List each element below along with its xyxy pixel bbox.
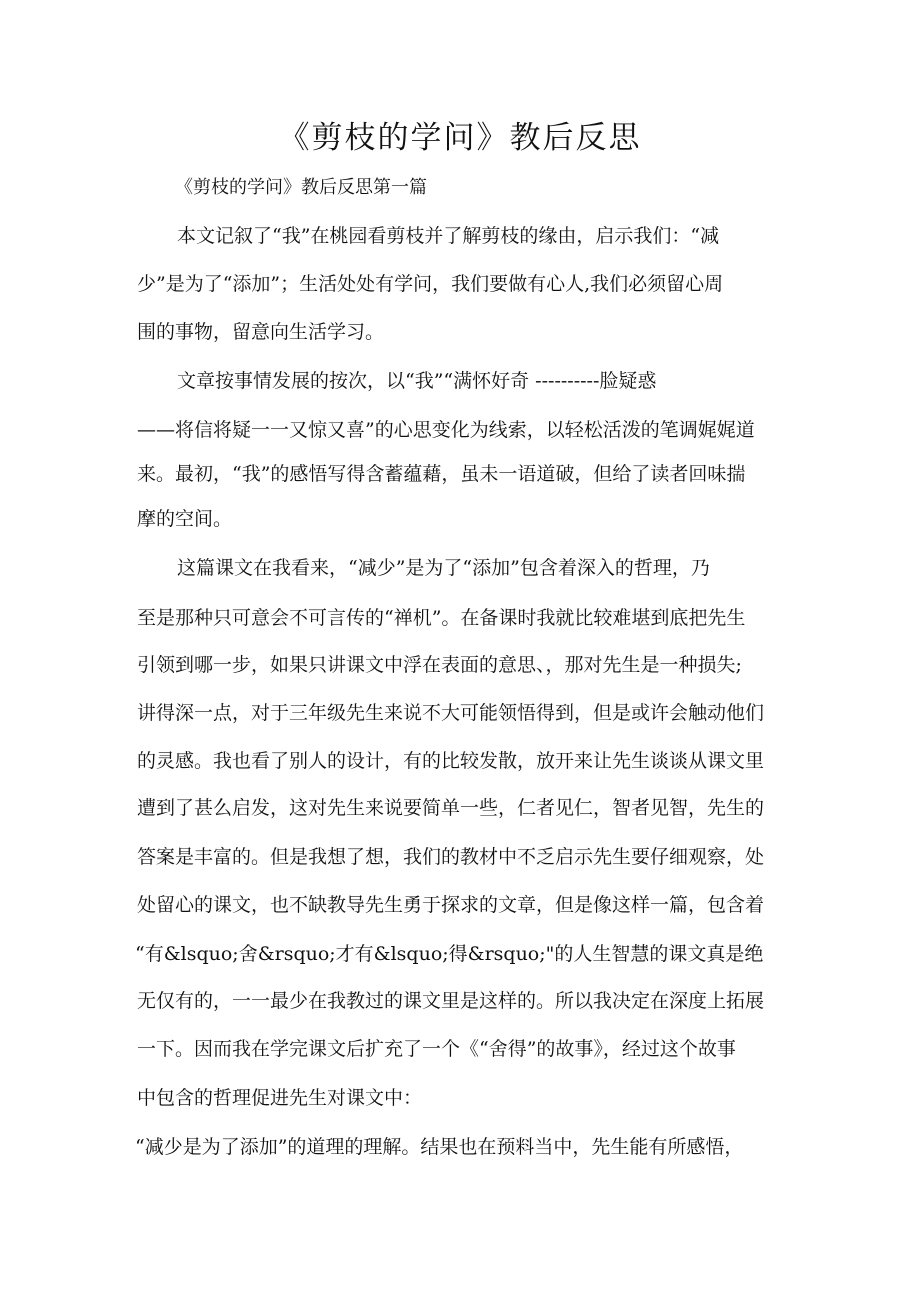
- paragraph-line: 本文记叙了“我”在桃园看剪枝并了解剪枝的缘由，启示我们：“减: [177, 225, 720, 247]
- paragraph-line: 讲得深一点，对于三年级先生来说不大可能领悟得到，但是或许会触动他们: [137, 702, 765, 724]
- paragraph-line: “有&lsquo;舍&rsquo;才有&lsquo;得&rsquo;"的人生智慧的课文真是绝: [135, 943, 764, 965]
- paragraph-line: 的灵感。我也看了别人的设计，有的比较发散，放开来让先生谈谈从课文里: [137, 750, 765, 772]
- paragraph-line: 摩的空间。: [137, 508, 233, 530]
- paragraph-line: 至是那种只可意会不可言传的“禅机”。在备课时我就比较难堪到底把先生: [137, 607, 746, 629]
- paragraph-line: 处留心的课文，也不缺教导先生勇于探求的文章，但是像这样一篇，包含着: [137, 894, 765, 916]
- paragraph-line: 中包含的哲理促进先生对课文中：: [137, 1087, 423, 1109]
- paragraph-line: ——将信将疑一一又惊又喜”的心思变化为线索，以轻松活泼的笔调娓娓道: [137, 419, 755, 441]
- paragraph-line: 引领到哪一步，如果只讲课文中浮在表面的意思、，那对先生是一种损失;: [137, 654, 742, 676]
- paragraph-line: 文章按事情发展的按次，以“我”“满怀好奇 ----------脸疑惑: [177, 370, 657, 392]
- paragraph-line: 一下。因而我在学完课文后扩充了一个《“舍得”的故事》，经过这个故事: [137, 1038, 736, 1060]
- document-subtitle: 《剪枝的学问》教后反思第一篇: [175, 177, 427, 198]
- paragraph-line: 来。最初，“我”的感悟写得含蓄蕴藉，虽未一语道破，但给了读者回味揣: [137, 463, 746, 485]
- paragraph-line: 答案是丰富的。但是我想了想，我们的教材中不乏启示先生要仔细观察，处: [137, 846, 765, 868]
- paragraph-line: 无仅有的，一一最少在我教过的课文里是这样的。所以我决定在深度上拓展: [137, 990, 765, 1012]
- paragraph-line: 遭到了甚么启发，这对先生来说要简单一些，仁者见仁，智者见智，先生的: [137, 797, 765, 819]
- paragraph-line: 这篇课文在我看来，“减少”是为了“添加”包含着深入的哲理，乃: [177, 557, 710, 579]
- paragraph-line: “减少是为了添加”的道理的理解。结果也在预料当中，先生能有所感悟，: [135, 1136, 744, 1158]
- paragraph-line: 少”是为了“添加”；生活处处有学问，我们要做有心人,我们必须留心周: [137, 273, 724, 295]
- paragraph-line: 围的事物，留意向生活学习。: [137, 321, 385, 343]
- document-title: 《剪枝的学问》教后反思: [278, 120, 642, 156]
